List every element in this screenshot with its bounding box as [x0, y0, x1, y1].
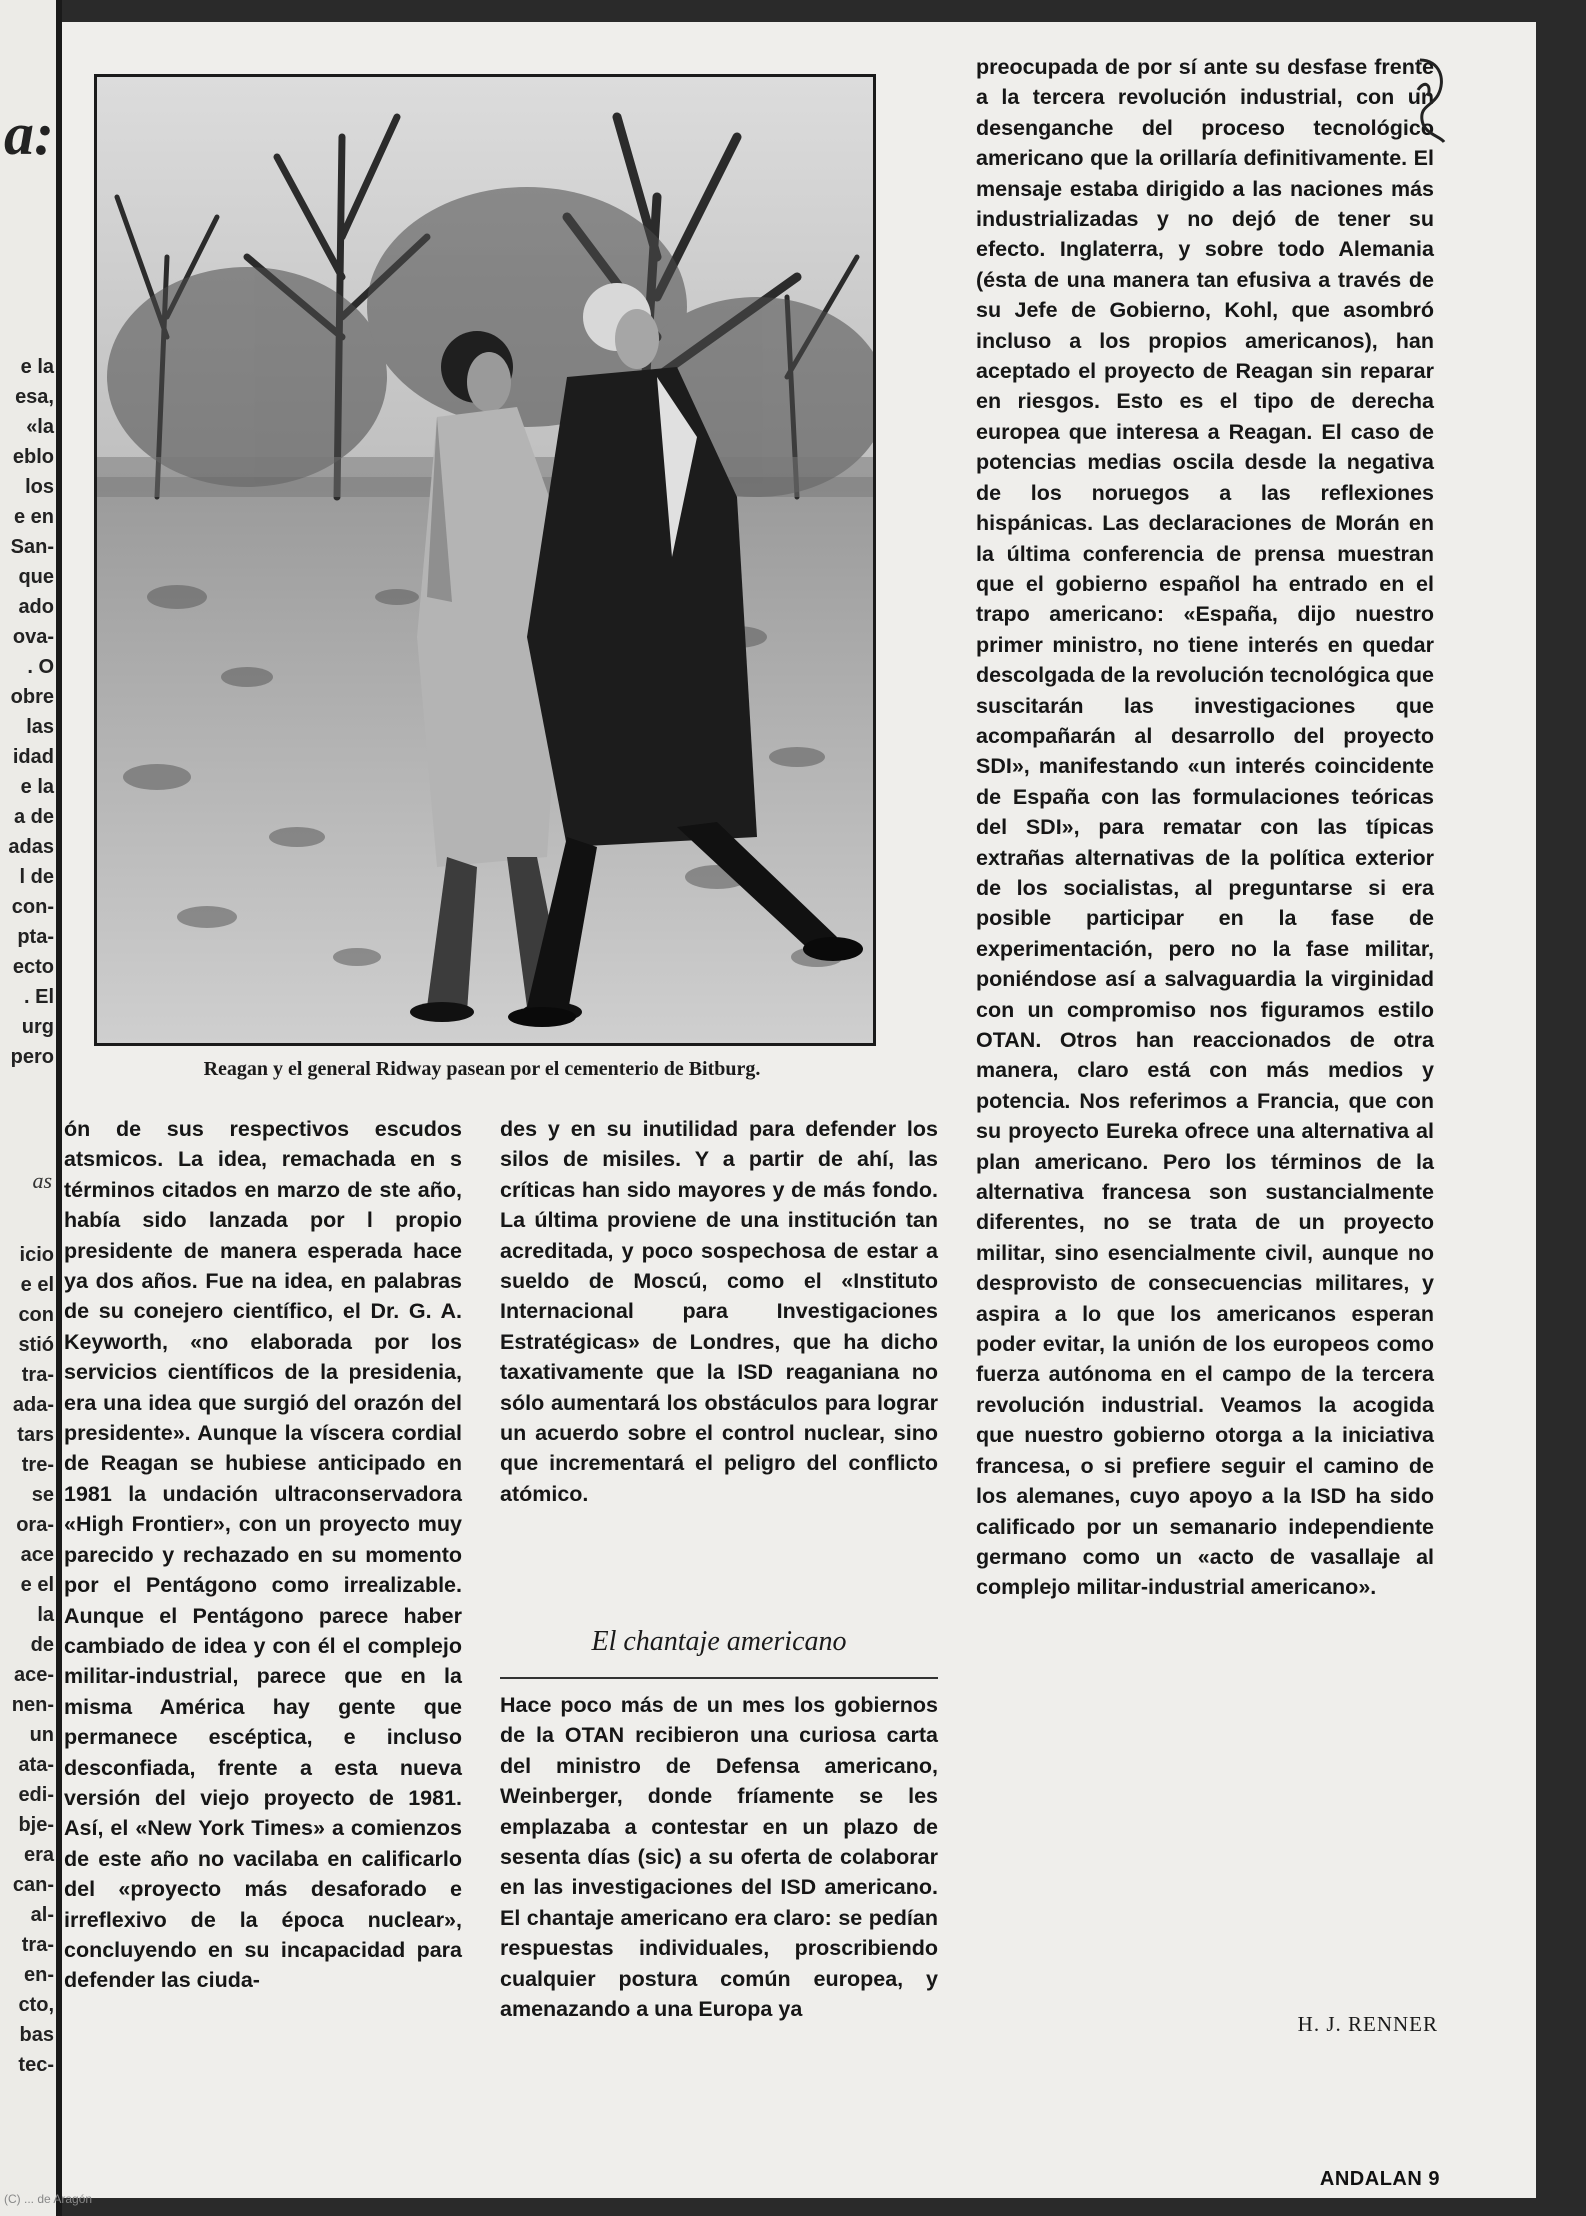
margin-fragment: que: [18, 566, 54, 588]
margin-fragment: tra-: [21, 1934, 54, 1956]
article-column-2-bottom: [500, 1690, 938, 2024]
margin-fragment: urg: [21, 1016, 54, 1038]
previous-page-headline-fragment: a:: [4, 101, 54, 167]
margin-fragment: un: [29, 1724, 54, 1746]
margin-fragment: al-: [30, 1904, 54, 1926]
article-column-1: [64, 1114, 462, 1996]
page-footer: [1240, 2168, 1440, 2191]
margin-fragment: con-: [11, 896, 54, 918]
margin-fragment: . O: [27, 656, 54, 678]
margin-fragment: e la: [20, 776, 54, 798]
column-1-text: ón de sus respectivos escudos atsmicos. La idea, remachada en s términos citados en marzo de ste año, había sido lanzada por l propio presidente de manera esperada hace ya dos años. Fue na idea, en palabras de su conejero científico, el Dr. G. A. Keyworth, «no elaborada por los servicios científicos de la presidenia, era una idea que surgió del orazón del presidente». Aunque la víscera cordial de Reagan se hubiese anticipado en 1981 la undación ultraconservadora «High Frontier», con un proyecto muy parecido y rechazado en su momento por el Pentágono como irrealizable. Aunque el Pentágono parece haber cambiado de idea y con él el complejo militar-industrial, parece que en la misma América hay gente que permanece escéptica, e incluso desconfiada, frente a esta nueva versión del viejo proyecto de 1981. Así, el «New York Times» a comienzos de este año no vacilaba en calificarlo del «proyecto más desaforado e irreflexivo de la época nuclear», concluyendo en su incapacidad para defender las ciuda-: [64, 1117, 462, 1993]
margin-fragment: en-: [24, 1964, 54, 1986]
margin-fragment: e la: [20, 356, 54, 378]
column-2-bottom-text: Hace poco más de un mes los gobiernos de la OTAN recibieron una curiosa carta del ministro de Defensa americano, Weinberger, donde fríamente se les emplazaba a contestar en un plazo de sesenta días (sic) a su oferta de colaborar en las investigaciones del ISD americano. El chantaje americano era claro: se pedían respuestas individuales, proscribiendo cualquier postura común europea, y amenazando a una Europa ya: [500, 1693, 938, 2022]
margin-fragment: bje-: [18, 1814, 54, 1836]
article-column-2-top: [500, 1114, 938, 1509]
margin-fragment: cto,: [18, 1994, 54, 2016]
previous-page-text-fragments-bottom: [12, 1240, 54, 2080]
previous-page-edge: [0, 0, 62, 2216]
margin-fragment: ata-: [18, 1754, 54, 1776]
margin-fragment: ado: [18, 596, 54, 618]
section-divider: [500, 1677, 938, 1679]
margin-fragment: pta-: [17, 926, 54, 948]
decorative-swirl-icon: [1410, 50, 1450, 150]
margin-fragment: e en: [13, 506, 54, 528]
previous-page-italic-fragment: as: [32, 1168, 52, 1193]
margin-fragment: bas: [19, 2024, 54, 2046]
margin-fragment: de: [30, 1634, 54, 1656]
margin-fragment: San-: [10, 536, 54, 558]
margin-fragment: can-: [12, 1874, 54, 1896]
margin-fragment: tre-: [21, 1454, 54, 1476]
margin-fragment: «la: [26, 416, 54, 438]
margin-fragment: ace-: [13, 1664, 54, 1686]
margin-fragment: tra-: [21, 1364, 54, 1386]
margin-fragment: ace: [20, 1544, 54, 1566]
margin-fragment: se: [31, 1484, 54, 1506]
margin-fragment: a de: [13, 806, 54, 828]
margin-fragment: obre: [10, 686, 54, 708]
margin-fragment: las: [26, 716, 54, 738]
archive-watermark: (C) ... de Aragón: [4, 2192, 93, 2206]
article-column-3: [976, 52, 1434, 1603]
author-signature: H. J. RENNER: [1297, 2012, 1438, 2036]
margin-fragment: e el: [20, 1274, 54, 1296]
margin-fragment: tec-: [18, 2054, 54, 2076]
margin-fragment: idad: [12, 746, 54, 768]
publication-name: ANDALAN: [1319, 2168, 1423, 2190]
margin-fragment: edi-: [18, 1784, 54, 1806]
column-2-top-text: des y en su inutilidad para defender los silos de misiles. Y a partir de ahí, las críticas han sido mayores y de más fondo. La última proviene de una institución tan acreditada, y poco sospechosa de estar a sueldo de Moscú, como el «Instituto Internacional para Investigaciones Estratégicas» de Londres, que ha dicho taxativamente que la ISD reaganiana no sólo aumentará los obstáculos para lograr un acuerdo sobre el control nuclear, sino que incrementará el peligro del conflicto atómico.: [500, 1117, 938, 1506]
margin-fragment: e el: [20, 1574, 54, 1596]
margin-fragment: adas: [8, 836, 54, 858]
page-number: 9: [1428, 2168, 1440, 2190]
margin-fragment: l de: [19, 866, 54, 888]
margin-fragment: tars: [17, 1424, 54, 1446]
margin-fragment: la: [37, 1604, 54, 1626]
margin-fragment: los: [25, 476, 54, 498]
margin-fragment: pero: [10, 1046, 54, 1068]
margin-fragment: ada-: [12, 1394, 54, 1416]
margin-fragment: icio: [19, 1244, 54, 1266]
photo-illustration: [97, 77, 873, 1043]
photo-caption: Reagan y el general Ridway pasean por el cementerio de Bitburg.: [203, 1058, 761, 1080]
margin-fragment: . El: [23, 986, 54, 1008]
margin-fragment: ora-: [16, 1514, 54, 1536]
section-heading: El chantaje americano: [591, 1626, 847, 1657]
previous-page-text-fragments-top: [8, 352, 54, 1072]
margin-fragment: ova-: [12, 626, 54, 648]
margin-fragment: con: [18, 1304, 54, 1326]
column-3-text: preocupada de por sí ante su desfase frente a la tercera revolución industrial, con un desenganche del proceso tecnológico americano que la orillaría definitivamente. El mensaje estaba dirigido a las naciones más industrializadas y no dejó de tener su efecto. Inglaterra, y sobre todo Alemania (ésta de una manera tan efusiva a través de su Jefe de Gobierno, Kohl, que asombró incluso a los propios americanos), han aceptado el proyecto de Reagan sin reparar en riesgos. Esto es el tipo de derecha europea que interesa a Reagan. El caso de potencias medias oscila desde la negativa de los noruegos a las reflexiones hispánicas. Las declaraciones de Morán en la última conferencia de prensa muestran que el gobierno español ha entrado en el trapo americano: «España, dijo nuestro primer ministro, no tiene interés en quedar descolgada de la revolución tecnológica que suscitarán las investigaciones que acompañarán al desarrollo del proyecto SDI», manifestando «un interés coincidente de España con las formulaciones teóricas del SDI», para rematar con las típicas extrañas alternativas de la política exterior de los socialistas, al preguntarse si era posible participar en la fase de experimentación, pero no la fase militar, poniéndose así a salvaguardia la virginidad con un compromiso nos figuramos estilo OTAN. Otros han reaccionados de otra manera, claro está con más medios y potencia. Nos referimos a Francia, que con su proyecto Eureka ofrece una alternativa al plan americano. Pero los términos de la alternativa francesa son sustancialmente diferentes, no se trata de un proyecto militar, sino esencialmente civil, aunque no desprovisto de consecuencias militares, y aspira a lo que los americanos esperan poder evitar, la unión de los europeos como fuerza autónoma en el campo de la tercera revolución industrial. Veamos la acogida que nuestro gobierno otorga a la iniciativa francesa, o si prefiere seguir el camino de los alemanes, cuyo apoyo a la ISD ha sido calificado por un semanario independiente germano como un «acto de vasallaje al complejo militar-industrial americano».: [976, 55, 1434, 1600]
margin-fragment: nen-: [11, 1694, 54, 1716]
margin-fragment: ecto: [12, 956, 54, 978]
margin-fragment: era: [23, 1844, 54, 1866]
margin-fragment: stió: [18, 1334, 54, 1356]
margin-fragment: eblo: [12, 446, 54, 468]
news-photo: [94, 74, 876, 1046]
margin-fragment: esa,: [15, 386, 54, 408]
